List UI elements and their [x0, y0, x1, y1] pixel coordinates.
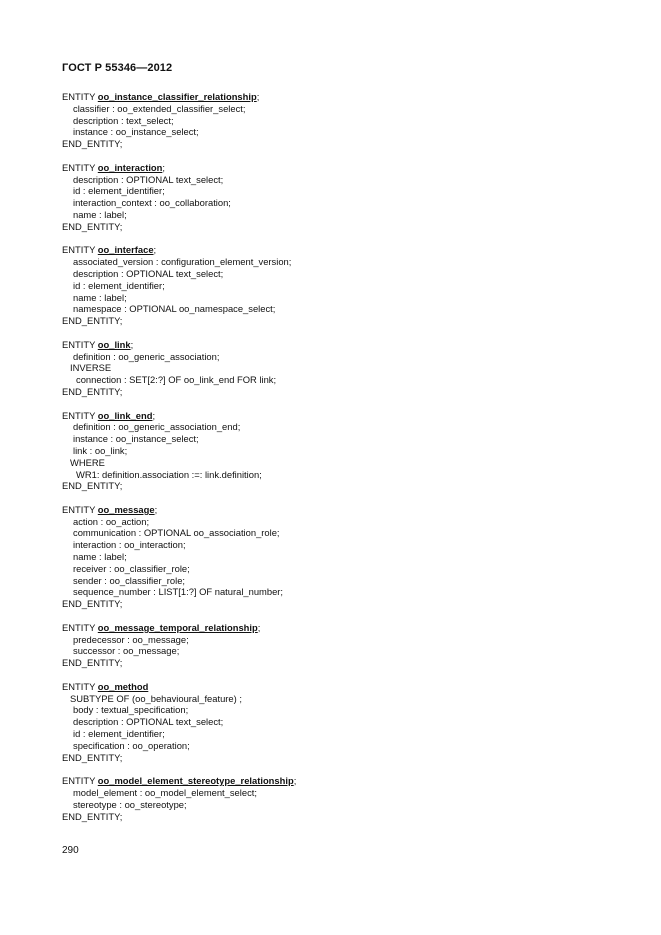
- entity-block: [62, 622, 622, 669]
- end-entity-keyword: END_ENTITY;: [62, 657, 123, 669]
- entity-declaration: [62, 91, 622, 103]
- entity-name: oo_interaction: [97, 161, 163, 173]
- entity-attribute-line: body : textual_specification;: [73, 704, 189, 716]
- entity-name: oo_method: [97, 680, 149, 692]
- entity-name: oo_link_end: [97, 409, 153, 421]
- entity-name: oo_instance_classifier_relationship: [97, 91, 257, 102]
- entity-attribute-line: instance : oo_instance_select;: [73, 126, 199, 138]
- end-entity-keyword: END_ENTITY;: [62, 138, 123, 150]
- entity-attribute-line: WHERE: [70, 456, 105, 468]
- entity-listing: [62, 91, 622, 834]
- document-header: ГОСТ Р 55346—2012: [62, 62, 173, 74]
- page-number: 290: [62, 845, 79, 856]
- entity-block: [62, 410, 622, 493]
- entity-terminator: ;: [153, 244, 157, 256]
- entity-attribute-line: predecessor : oo_message;: [73, 633, 189, 645]
- entity-block: [62, 775, 622, 822]
- entity-attribute-line: id : element_identifier;: [73, 185, 165, 197]
- entity-attribute-line: id : element_identifier;: [73, 728, 165, 740]
- entity-terminator: ;: [154, 503, 158, 515]
- entity-block: [62, 504, 622, 610]
- entity-keyword: ENTITY: [62, 91, 96, 102]
- entity-attribute-line: description : OPTIONAL text_select;: [73, 173, 224, 185]
- entity-terminator: ;: [293, 775, 297, 787]
- entity-keyword: ENTITY: [62, 409, 96, 421]
- entity-terminator: ;: [130, 338, 134, 350]
- entity-keyword: ENTITY: [62, 338, 96, 350]
- entity-attribute-line: definition : oo_generic_association;: [73, 350, 220, 362]
- entity-keyword: ENTITY: [62, 680, 96, 692]
- entity-attribute-line: receiver : oo_classifier_role;: [73, 562, 190, 574]
- entity-attribute-line: interaction : oo_interaction;: [73, 539, 186, 551]
- end-entity-keyword: END_ENTITY;: [62, 315, 123, 327]
- entity-keyword: ENTITY: [62, 503, 96, 515]
- entity-attribute-line: definition : oo_generic_association_end;: [73, 421, 241, 433]
- entity-terminator: ;: [152, 409, 156, 421]
- entity-declaration: [62, 339, 622, 351]
- entity-name: oo_message: [97, 503, 155, 515]
- entity-name: oo_model_element_stereotype_relationship: [97, 775, 294, 787]
- entity-attribute-line: stereotype : oo_stereotype;: [73, 798, 187, 810]
- entity-attribute-line: description : text_select;: [73, 114, 174, 126]
- entity-attribute-line: name : label;: [73, 551, 127, 563]
- entity-attribute-line: model_element : oo_model_element_select;: [73, 787, 257, 799]
- end-entity-keyword: END_ENTITY;: [62, 385, 123, 397]
- entity-attribute-line: instance : oo_instance_select;: [73, 433, 199, 445]
- entity-attribute-line: name : label;: [73, 291, 127, 303]
- entity-keyword: ENTITY: [62, 161, 96, 173]
- entity-attribute-line: WR1: definition.association :=: link.definition;: [76, 468, 262, 480]
- entity-keyword: ENTITY: [62, 244, 96, 256]
- entity-terminator: ;: [257, 621, 261, 633]
- entity-attribute-line: description : OPTIONAL text_select;: [73, 716, 224, 728]
- entity-name: oo_link: [97, 338, 131, 350]
- entity-block: [62, 162, 622, 233]
- entity-attribute-line: SUBTYPE OF (oo_behavioural_feature) ;: [70, 692, 242, 704]
- entity-attribute-line: associated_version : configuration_element_version;: [73, 256, 292, 268]
- entity-name: oo_message_temporal_relationship: [97, 621, 258, 633]
- entity-block: [62, 91, 622, 150]
- entity-terminator: ;: [162, 161, 165, 173]
- entity-declaration: [62, 504, 622, 516]
- entity-attribute-line: sequence_number : LIST[1:?] OF natural_number;: [73, 586, 284, 598]
- entity-attribute-line: link : oo_link;: [73, 444, 128, 456]
- entity-declaration: [62, 244, 622, 256]
- entity-attribute-line: description : OPTIONAL text_select;: [73, 267, 224, 279]
- entity-keyword: ENTITY: [62, 775, 96, 787]
- end-entity-keyword: END_ENTITY;: [62, 810, 123, 822]
- entity-declaration: [62, 162, 622, 174]
- entity-attribute-line: successor : oo_message;: [73, 645, 180, 657]
- entity-declaration: [62, 622, 622, 634]
- entity-name: oo_interface: [97, 244, 154, 256]
- entity-declaration: [62, 681, 622, 693]
- end-entity-keyword: END_ENTITY;: [62, 598, 123, 610]
- entity-attribute-line: classifier : oo_extended_classifier_select;: [73, 102, 246, 114]
- end-entity-keyword: END_ENTITY;: [62, 751, 123, 763]
- entity-attribute-line: communication : OPTIONAL oo_association_role;: [73, 527, 280, 539]
- entity-attribute-line: connection : SET[2:?] OF oo_link_end FOR link;: [76, 374, 277, 386]
- entity-declaration: [62, 410, 622, 422]
- entity-attribute-line: sender : oo_classifier_role;: [73, 574, 186, 586]
- entity-declaration: [62, 775, 622, 787]
- end-entity-keyword: END_ENTITY;: [62, 220, 123, 232]
- entity-attribute-line: action : oo_action;: [73, 515, 150, 527]
- entity-attribute-line: namespace : OPTIONAL oo_namespace_select;: [73, 303, 276, 315]
- entity-block: [62, 681, 622, 764]
- end-entity-keyword: END_ENTITY;: [62, 480, 123, 492]
- entity-block: [62, 339, 622, 398]
- entity-attribute-line: specification : oo_operation;: [73, 739, 190, 751]
- entity-attribute-line: id : element_identifier;: [73, 279, 165, 291]
- entity-attribute-line: interaction_context : oo_collaboration;: [73, 197, 231, 209]
- entity-terminator: ;: [256, 91, 260, 102]
- entity-attribute-line: name : label;: [73, 208, 127, 220]
- entity-attribute-line: INVERSE: [70, 362, 112, 374]
- entity-keyword: ENTITY: [62, 621, 96, 633]
- entity-block: [62, 244, 622, 327]
